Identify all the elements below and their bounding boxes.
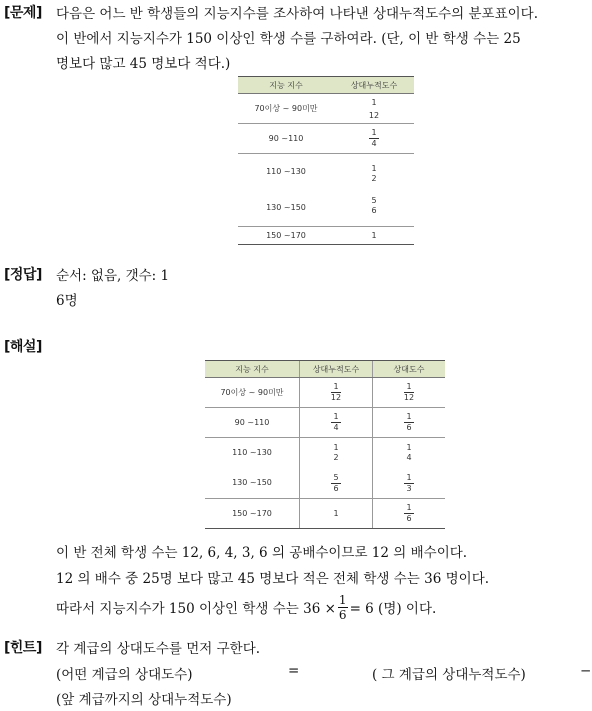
problem-table-header-class: 지능 지수 [238,77,334,94]
hint-line-1: 각 계급의 상대도수를 먼저 구한다. [56,641,261,657]
problem-table-header-cumulative: 상대누적도수 [334,77,414,94]
problem-table-class-cell: 70이상 ~ 90미만 [238,94,334,124]
problem-table-cum-cell: 1 12 [368,97,380,120]
problem-table-class-cell: 90 ~110 [238,124,334,154]
solution-table-header-relative: 상대도수 [373,361,446,378]
problem-table-cum-cell: 1 2 5 6 [334,154,414,227]
solution-table-class-cell: 150 ~170 [205,499,300,529]
solution-table-cum-cell: $\frac{1}{12}$ [330,382,342,402]
solution-calc-suffix: = 6 (명) 이다. [349,601,437,617]
solution-table-class-cell: 110 ~130 130 ~150 [205,438,300,499]
solution-calc-fraction: $\frac{1}{6}$ [338,592,347,622]
solution-table-cum-cell: $\frac{1}{4}$ [331,412,341,433]
hint-minus: − [580,663,592,679]
problem-table-class-cell: 110 ~130 130 ~150 [238,154,334,227]
problem-frequency-table [238,76,414,245]
hint-lhs: (어떤 계급의 상대도수) [56,667,193,683]
solution-line-2: 12 의 배수 중 25명 보다 많고 45 명보다 적은 전체 학생 수는 36 명이다. [56,571,490,587]
problem-line-2: 이 반에서 지능지수가 150 이상인 학생 수를 구하여라. (단, 이 반 학생 수는 25 [56,31,521,47]
solution-frequency-table [205,360,445,529]
solution-table-cum-cell: 1 [300,499,373,529]
hint-line-3: (앞 계급까지의 상대누적도수) [56,692,232,708]
solution-table-rel-cell: $\frac{1}{12}$ [403,382,415,402]
problem-line-3: 명보다 많고 45 명보다 적다.) [56,56,231,72]
solution-tag: [해설] [4,339,42,355]
solution-table-rel-cell: $\frac{1}{6}$ [404,412,414,433]
problem-tag: [문제] [4,5,42,21]
problem-table-cum-cell: 1 [334,227,414,245]
solution-table-rel-cell: 1 4 $\frac{1}{3}$ [373,438,446,499]
hint-tag: [힌트] [4,640,42,656]
solution-calc-prefix: 따라서 지능지수가 150 이상인 학생 수는 36 × [56,601,336,617]
solution-table-class-cell: 70이상 ~ 90미만 [205,378,300,408]
solution-table-rel-cell: $\frac{1}{6}$ [404,503,414,524]
hint-equals: = [288,663,300,679]
solution-calc-line [56,590,436,624]
problem-table-cum-cell: $\frac{1}{4}$ [369,128,379,149]
solution-table-cum-cell: 1 2 $\frac{5}{6}$ [300,438,373,499]
solution-table-class-cell: 90 ~110 [205,408,300,438]
answer-line-1: 순서: 없음, 갯수: 1 [56,268,170,284]
solution-table-header-cumulative: 상대누적도수 [300,361,373,378]
problem-line-1: 다음은 어느 반 학생들의 지능지수를 조사하여 나타낸 상대누적도수의 분포표이다. [56,6,539,22]
solution-table-header-class: 지능 지수 [205,361,300,378]
answer-line-2: 6명 [56,293,78,309]
problem-table-class-cell: 150 ~170 [238,227,334,245]
hint-rhs: ( 그 계급의 상대누적도수) [372,667,526,683]
solution-line-1: 이 반 전체 학생 수는 12, 6, 4, 3, 6 의 공배수이므로 12 의 배수이다. [56,545,468,561]
answer-tag: [정답] [4,267,42,283]
